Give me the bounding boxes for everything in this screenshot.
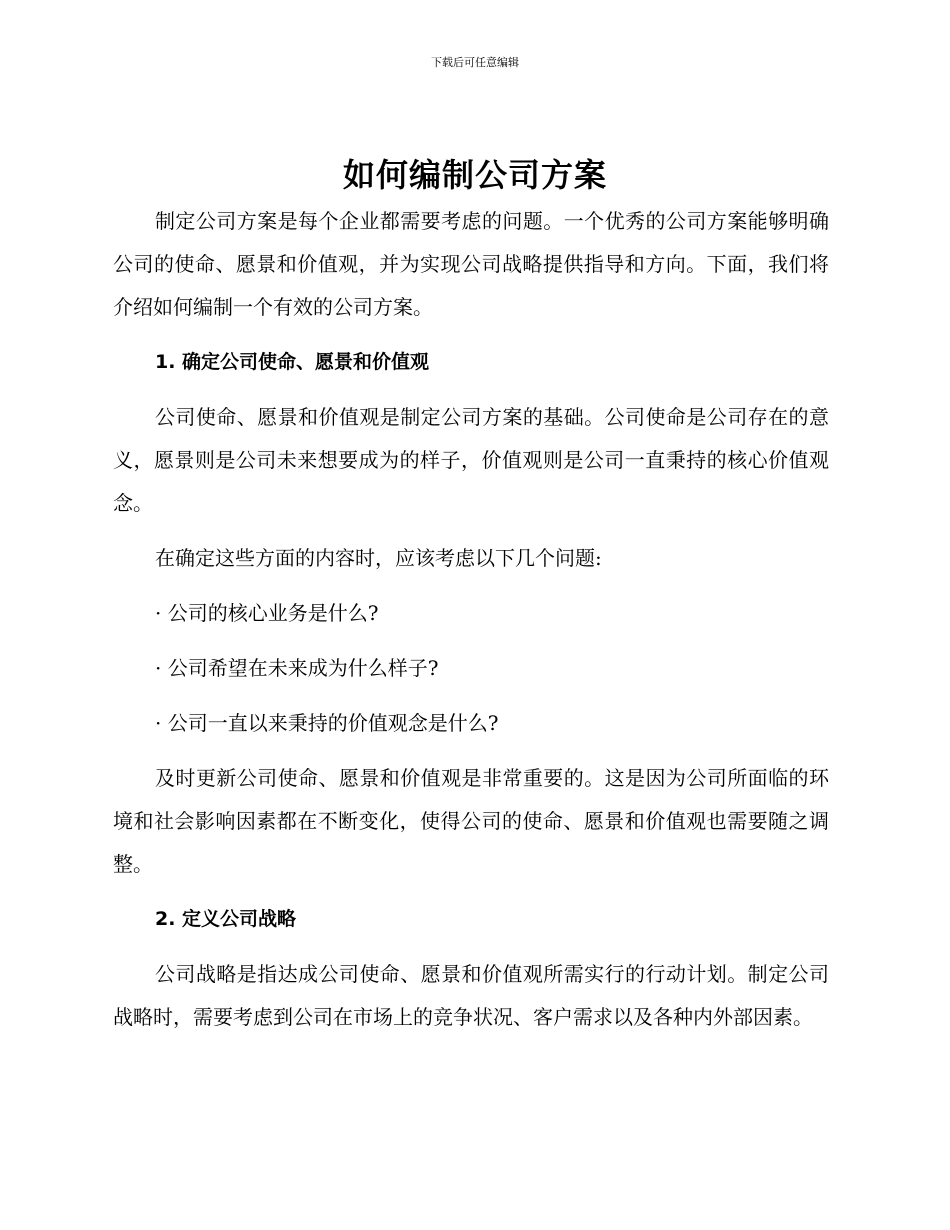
section-1-paragraph-2: 在确定这些方面的内容时，应该考虑以下几个问题: bbox=[155, 546, 602, 570]
section-1-heading: 1. 确定公司使命、愿景和价值观 bbox=[155, 351, 430, 373]
section-1-paragraph-3: 及时更新公司使命、愿景和价值观是非常重要的。这是因为公司所面临的环境和社会影响因素都在不断变化，使得公司的使命、愿景和价值观也需要随之调整。 bbox=[113, 766, 829, 876]
document-body bbox=[113, 200, 829, 1039]
section-2-paragraph-1: 公司战略是指达成公司使命、愿景和价值观所需实行的行动计划。制定公司战略时，需要考虑到公司在市场上的竞争状况、客户需求以及各种内外部因素。 bbox=[113, 962, 829, 1029]
bullet-item: · 公司的核心业务是什么? bbox=[155, 601, 379, 625]
bullet-item: · 公司一直以来秉持的价值观念是什么? bbox=[155, 711, 499, 735]
document-title: 如何编制公司方案 bbox=[342, 156, 607, 194]
section-2-heading: 2. 定义公司战略 bbox=[155, 908, 297, 930]
header-note: 下载后可任意编辑 bbox=[431, 56, 519, 69]
bullet-item: · 公司希望在未来成为什么样子? bbox=[155, 656, 439, 680]
section-1-paragraph-1: 公司使命、愿景和价值观是制定公司方案的基础。公司使命是公司存在的意义，愿景则是公司未来想要成为的样子，价值观则是公司一直秉持的核心价值观念。 bbox=[113, 405, 829, 515]
intro-paragraph: 制定公司方案是每个企业都需要考虑的问题。一个优秀的公司方案能够明确公司的使命、愿景和价值观，并为实现公司战略提供指导和方向。下面，我们将介绍如何编制一个有效的公司方案。 bbox=[113, 209, 829, 319]
